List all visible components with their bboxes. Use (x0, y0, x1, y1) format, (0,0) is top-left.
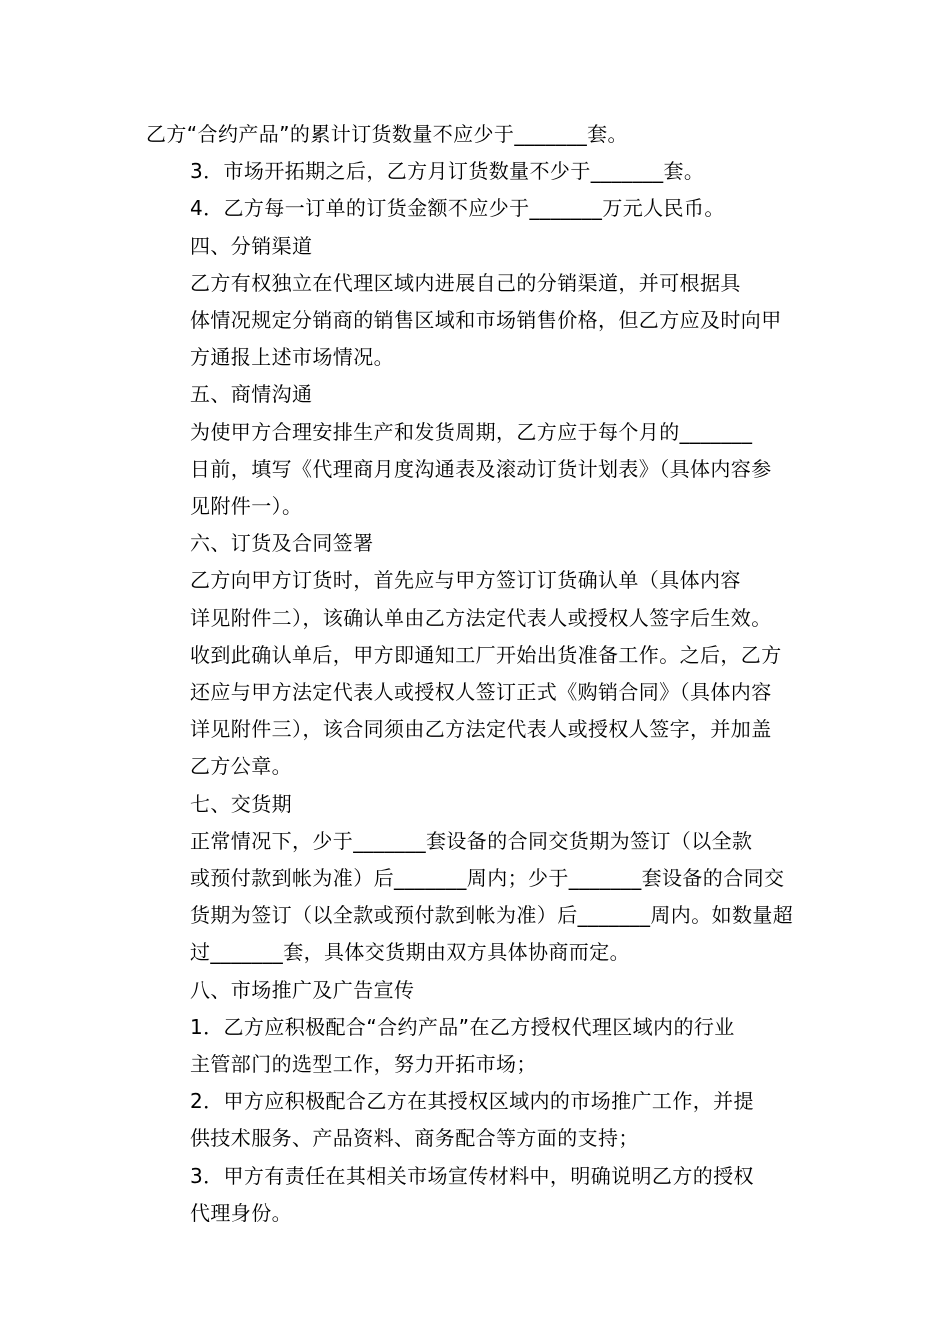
section-heading (146, 972, 808, 1009)
clause-item (146, 153, 808, 190)
text-line: 详见附件三），该合同须由乙方法定代表人或授权人签字，并加盖 (190, 717, 772, 742)
text-line: 2．甲方应积极配合乙方在其授权区域内的市场推广工作，并提 (190, 1089, 754, 1114)
section-heading (146, 228, 808, 265)
text-line: 供技术服务、产品资料、商务配合等方面的支持； (190, 1126, 639, 1151)
body-paragraph (146, 414, 808, 526)
text-line: 乙方有权独立在代理区域内进展自己的分销渠道，并可根据具 (190, 270, 741, 295)
text-line: 主管部门的选型工作，努力开拓市场； (190, 1052, 537, 1077)
text-line: 收到此确认单后，甲方即通知工厂开始出货准备工作。之后，乙方 (190, 642, 782, 667)
text-line: 体情况规定分销商的销售区域和市场销售价格，但乙方应及时向甲 (190, 308, 782, 333)
text-line: 见附件一）。 (190, 494, 303, 519)
text-line: 货期为签订（以全款或预付款到帐为准）后_______周内。如数量超 (190, 903, 794, 928)
body-paragraph (146, 562, 808, 785)
body-paragraph (146, 265, 808, 377)
text-line: 4．乙方每一订单的订货金额不应少于_______万元人民币。 (190, 196, 725, 221)
text-line: 详见附件二），该确认单由乙方法定代表人或授权人签字后生效。 (190, 605, 772, 630)
text-line: 过_______套，具体交货期由双方具体协商而定。 (190, 940, 630, 965)
text-line: 乙方向甲方订货时，首先应与甲方签订订货确认单（具体内容 (190, 568, 741, 593)
text-line: 日前，填写《代理商月度沟通表及滚动订货计划表》（具体内容参 (190, 456, 772, 481)
text-line: 1．乙方应积极配合“合约产品”在乙方授权代理区域内的行业 (190, 1014, 735, 1039)
text-line: 3．市场开拓期之后，乙方月订货数量不少于_______套。 (190, 159, 705, 184)
text-line: 乙方公章。 (190, 754, 292, 779)
body-paragraph (146, 823, 808, 972)
text-line: 六、订货及合同签署 (190, 531, 374, 556)
section-heading (146, 376, 808, 413)
clause-item (146, 1083, 808, 1157)
body-paragraph (146, 116, 808, 153)
text-line: 四、分销渠道 (190, 233, 313, 258)
text-line: 乙方“合约产品”的累计订货数量不应少于_______套。 (146, 122, 628, 146)
text-line: 3．甲方有责任在其相关市场宣传材料中，明确说明乙方的授权 (190, 1163, 754, 1188)
section-heading (146, 525, 808, 562)
document-page (146, 116, 808, 1232)
text-line: 八、市场推广及广告宣传 (190, 977, 415, 1002)
text-line: 还应与甲方法定代表人或授权人签订正式《购销合同》（具体内容 (190, 680, 772, 705)
clause-item (146, 1158, 808, 1232)
text-line: 为使甲方合理安排生产和发货周期，乙方应于每个月的_______ (190, 419, 753, 444)
text-line: 方通报上述市场情况。 (190, 345, 394, 370)
clause-item (146, 190, 808, 227)
text-line: 或预付款到帐为准）后_______周内；少于_______套设备的合同交 (190, 866, 785, 891)
text-line: 五、商情沟通 (190, 382, 313, 407)
text-line: 七、交货期 (190, 791, 292, 816)
clause-item (146, 1009, 808, 1083)
text-line: 正常情况下，少于_______套设备的合同交货期为签订（以全款 (190, 828, 753, 853)
text-line: 代理身份。 (190, 1200, 292, 1225)
section-heading (146, 786, 808, 823)
